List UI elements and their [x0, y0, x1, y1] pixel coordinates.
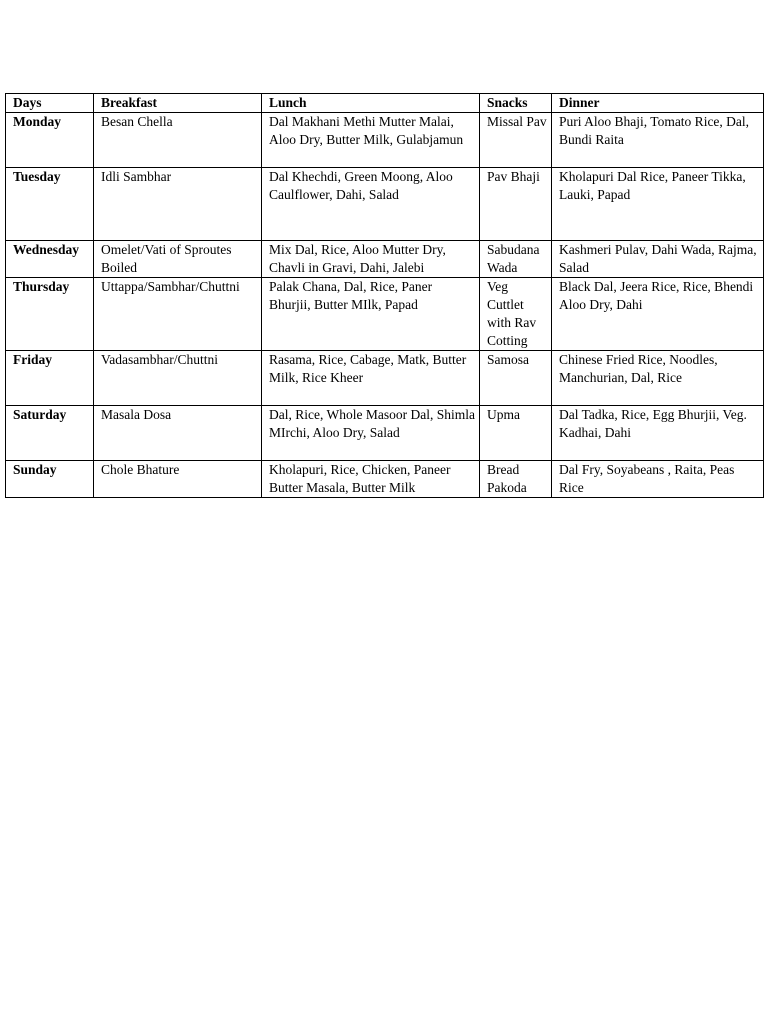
dinner-cell: Kholapuri Dal Rice, Paneer Tikka, Lauki, Papad [552, 168, 764, 241]
breakfast-cell: Omelet/Vati of Sproutes Boiled [94, 241, 262, 278]
header-snacks: Snacks [480, 94, 552, 113]
snacks-cell: Pav Bhaji [480, 168, 552, 241]
table-row [6, 278, 764, 351]
dinner-cell: Chinese Fried Rice, Noodles, Manchurian, Dal, Rice [552, 351, 764, 406]
breakfast-cell: Uttappa/Sambhar/Chuttni [94, 278, 262, 351]
table-header-row [6, 94, 764, 113]
breakfast-cell: Besan Chella [94, 113, 262, 168]
lunch-cell: Mix Dal, Rice, Aloo Mutter Dry, Chavli in Gravi, Dahi, Jalebi [262, 241, 480, 278]
lunch-cell: Dal Khechdi, Green Moong, Aloo Caulflower, Dahi, Salad [262, 168, 480, 241]
table-row [6, 351, 764, 406]
dinner-cell: Dal Fry, Soyabeans , Raita, Peas Rice [552, 461, 764, 498]
lunch-cell: Kholapuri, Rice, Chicken, Paneer Butter Masala, Butter Milk [262, 461, 480, 498]
table-row [6, 461, 764, 498]
lunch-cell: Palak Chana, Dal, Rice, Paner Bhurjii, Butter MIlk, Papad [262, 278, 480, 351]
table-row [6, 168, 764, 241]
breakfast-cell: Vadasambhar/Chuttni [94, 351, 262, 406]
header-days: Days [6, 94, 94, 113]
header-breakfast: Breakfast [94, 94, 262, 113]
day-cell: Sunday [6, 461, 94, 498]
snacks-cell: Upma [480, 406, 552, 461]
day-cell: Wednesday [6, 241, 94, 278]
weekly-menu-table [5, 93, 764, 498]
dinner-cell: Dal Tadka, Rice, Egg Bhurjii, Veg. Kadhai, Dahi [552, 406, 764, 461]
breakfast-cell: Masala Dosa [94, 406, 262, 461]
header-dinner: Dinner [552, 94, 764, 113]
breakfast-cell: Idli Sambhar [94, 168, 262, 241]
snacks-cell: Bread Pakoda [480, 461, 552, 498]
day-cell: Friday [6, 351, 94, 406]
dinner-cell: Black Dal, Jeera Rice, Rice, Bhendi Aloo Dry, Dahi [552, 278, 764, 351]
lunch-cell: Dal Makhani Methi Mutter Malai, Aloo Dry, Butter Milk, Gulabjamun [262, 113, 480, 168]
snacks-cell: Samosa [480, 351, 552, 406]
dinner-cell: Kashmeri Pulav, Dahi Wada, Rajma, Salad [552, 241, 764, 278]
table-row [6, 406, 764, 461]
dinner-cell: Puri Aloo Bhaji, Tomato Rice, Dal, Bundi Raita [552, 113, 764, 168]
day-cell: Tuesday [6, 168, 94, 241]
day-cell: Monday [6, 113, 94, 168]
snacks-cell: Missal Pav [480, 113, 552, 168]
table-row [6, 241, 764, 278]
table-row [6, 113, 764, 168]
snacks-cell: Veg Cuttlet with Rav Cotting [480, 278, 552, 351]
header-lunch: Lunch [262, 94, 480, 113]
day-cell: Thursday [6, 278, 94, 351]
breakfast-cell: Chole Bhature [94, 461, 262, 498]
day-cell: Saturday [6, 406, 94, 461]
lunch-cell: Dal, Rice, Whole Masoor Dal, Shimla MIrchi, Aloo Dry, Salad [262, 406, 480, 461]
snacks-cell: Sabudana Wada [480, 241, 552, 278]
lunch-cell: Rasama, Rice, Cabage, Matk, Butter Milk, Rice Kheer [262, 351, 480, 406]
